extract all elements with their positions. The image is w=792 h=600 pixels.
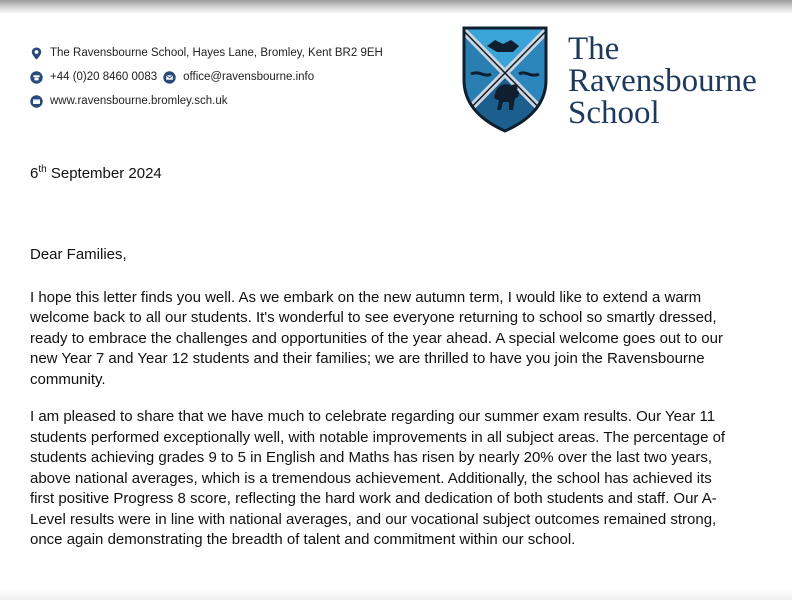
location-pin-icon: [30, 47, 43, 60]
address-row: [30, 46, 383, 60]
date-day: 6: [30, 165, 39, 182]
page-bottom-fade: [0, 588, 792, 600]
email-icon: [163, 71, 176, 84]
letter-body: [30, 245, 730, 568]
phone-email-row: [30, 70, 383, 84]
school-name-line-1: The: [568, 31, 620, 67]
school-crest-logo: [461, 22, 549, 134]
date-month-year: September 2024: [50, 165, 162, 182]
page-top-shadow: [0, 0, 792, 14]
website-row: [30, 94, 383, 108]
phone-icon: [30, 71, 43, 84]
school-name-line-3: School: [568, 95, 660, 131]
website-link[interactable]: www.ravensbourne.bromley.sch.uk: [50, 95, 228, 107]
phone-text[interactable]: +44 (0)20 8460 0083: [50, 71, 158, 83]
paragraph-welcome: I hope this letter finds you well. As we embark on the new autumn term, I would like to extend a warm welcome back to all our students. It's wonderful to see everyone returning to school so smartly dressed, ready to embrace the challenges and opportunities of the year ahead. A special welcome goes out to our new Year 7 and Year 12 students and their families; we are thrilled to have you join the Ravensbourne community.: [30, 288, 723, 388]
paragraph-results: I am pleased to share that we have much to celebrate regarding our summer exam results. Our Year 11 students performed exceptionally well, with notable improvements in all subject areas. The percentage of students achieving grades 9 to 5 in English and Maths has risen by nearly 20% over the last two years, above national averages, which is a tremendous achievement. Additionally, the school has achieved its first positive Progress 8 score, reflecting the hard work and dedication of both students and staff. Our A-Level results were in line with national averages, and our vocational subject outcomes remained strong, once again demonstrating the breadth of talent and commitment within our school.: [30, 408, 726, 548]
salutation: Dear Families,: [30, 246, 127, 263]
letter-date: [30, 164, 162, 182]
email-link[interactable]: office@ravensbourne.info: [183, 71, 315, 83]
school-name-line-2: Ravensbourne: [568, 63, 757, 99]
contact-block: [30, 46, 383, 118]
address-text: The Ravensbourne School, Hayes Lane, Bromley, Kent BR2 9EH: [50, 47, 383, 59]
date-suffix: th: [38, 164, 47, 175]
school-name-logotype: [568, 33, 757, 129]
web-icon: [30, 95, 43, 108]
